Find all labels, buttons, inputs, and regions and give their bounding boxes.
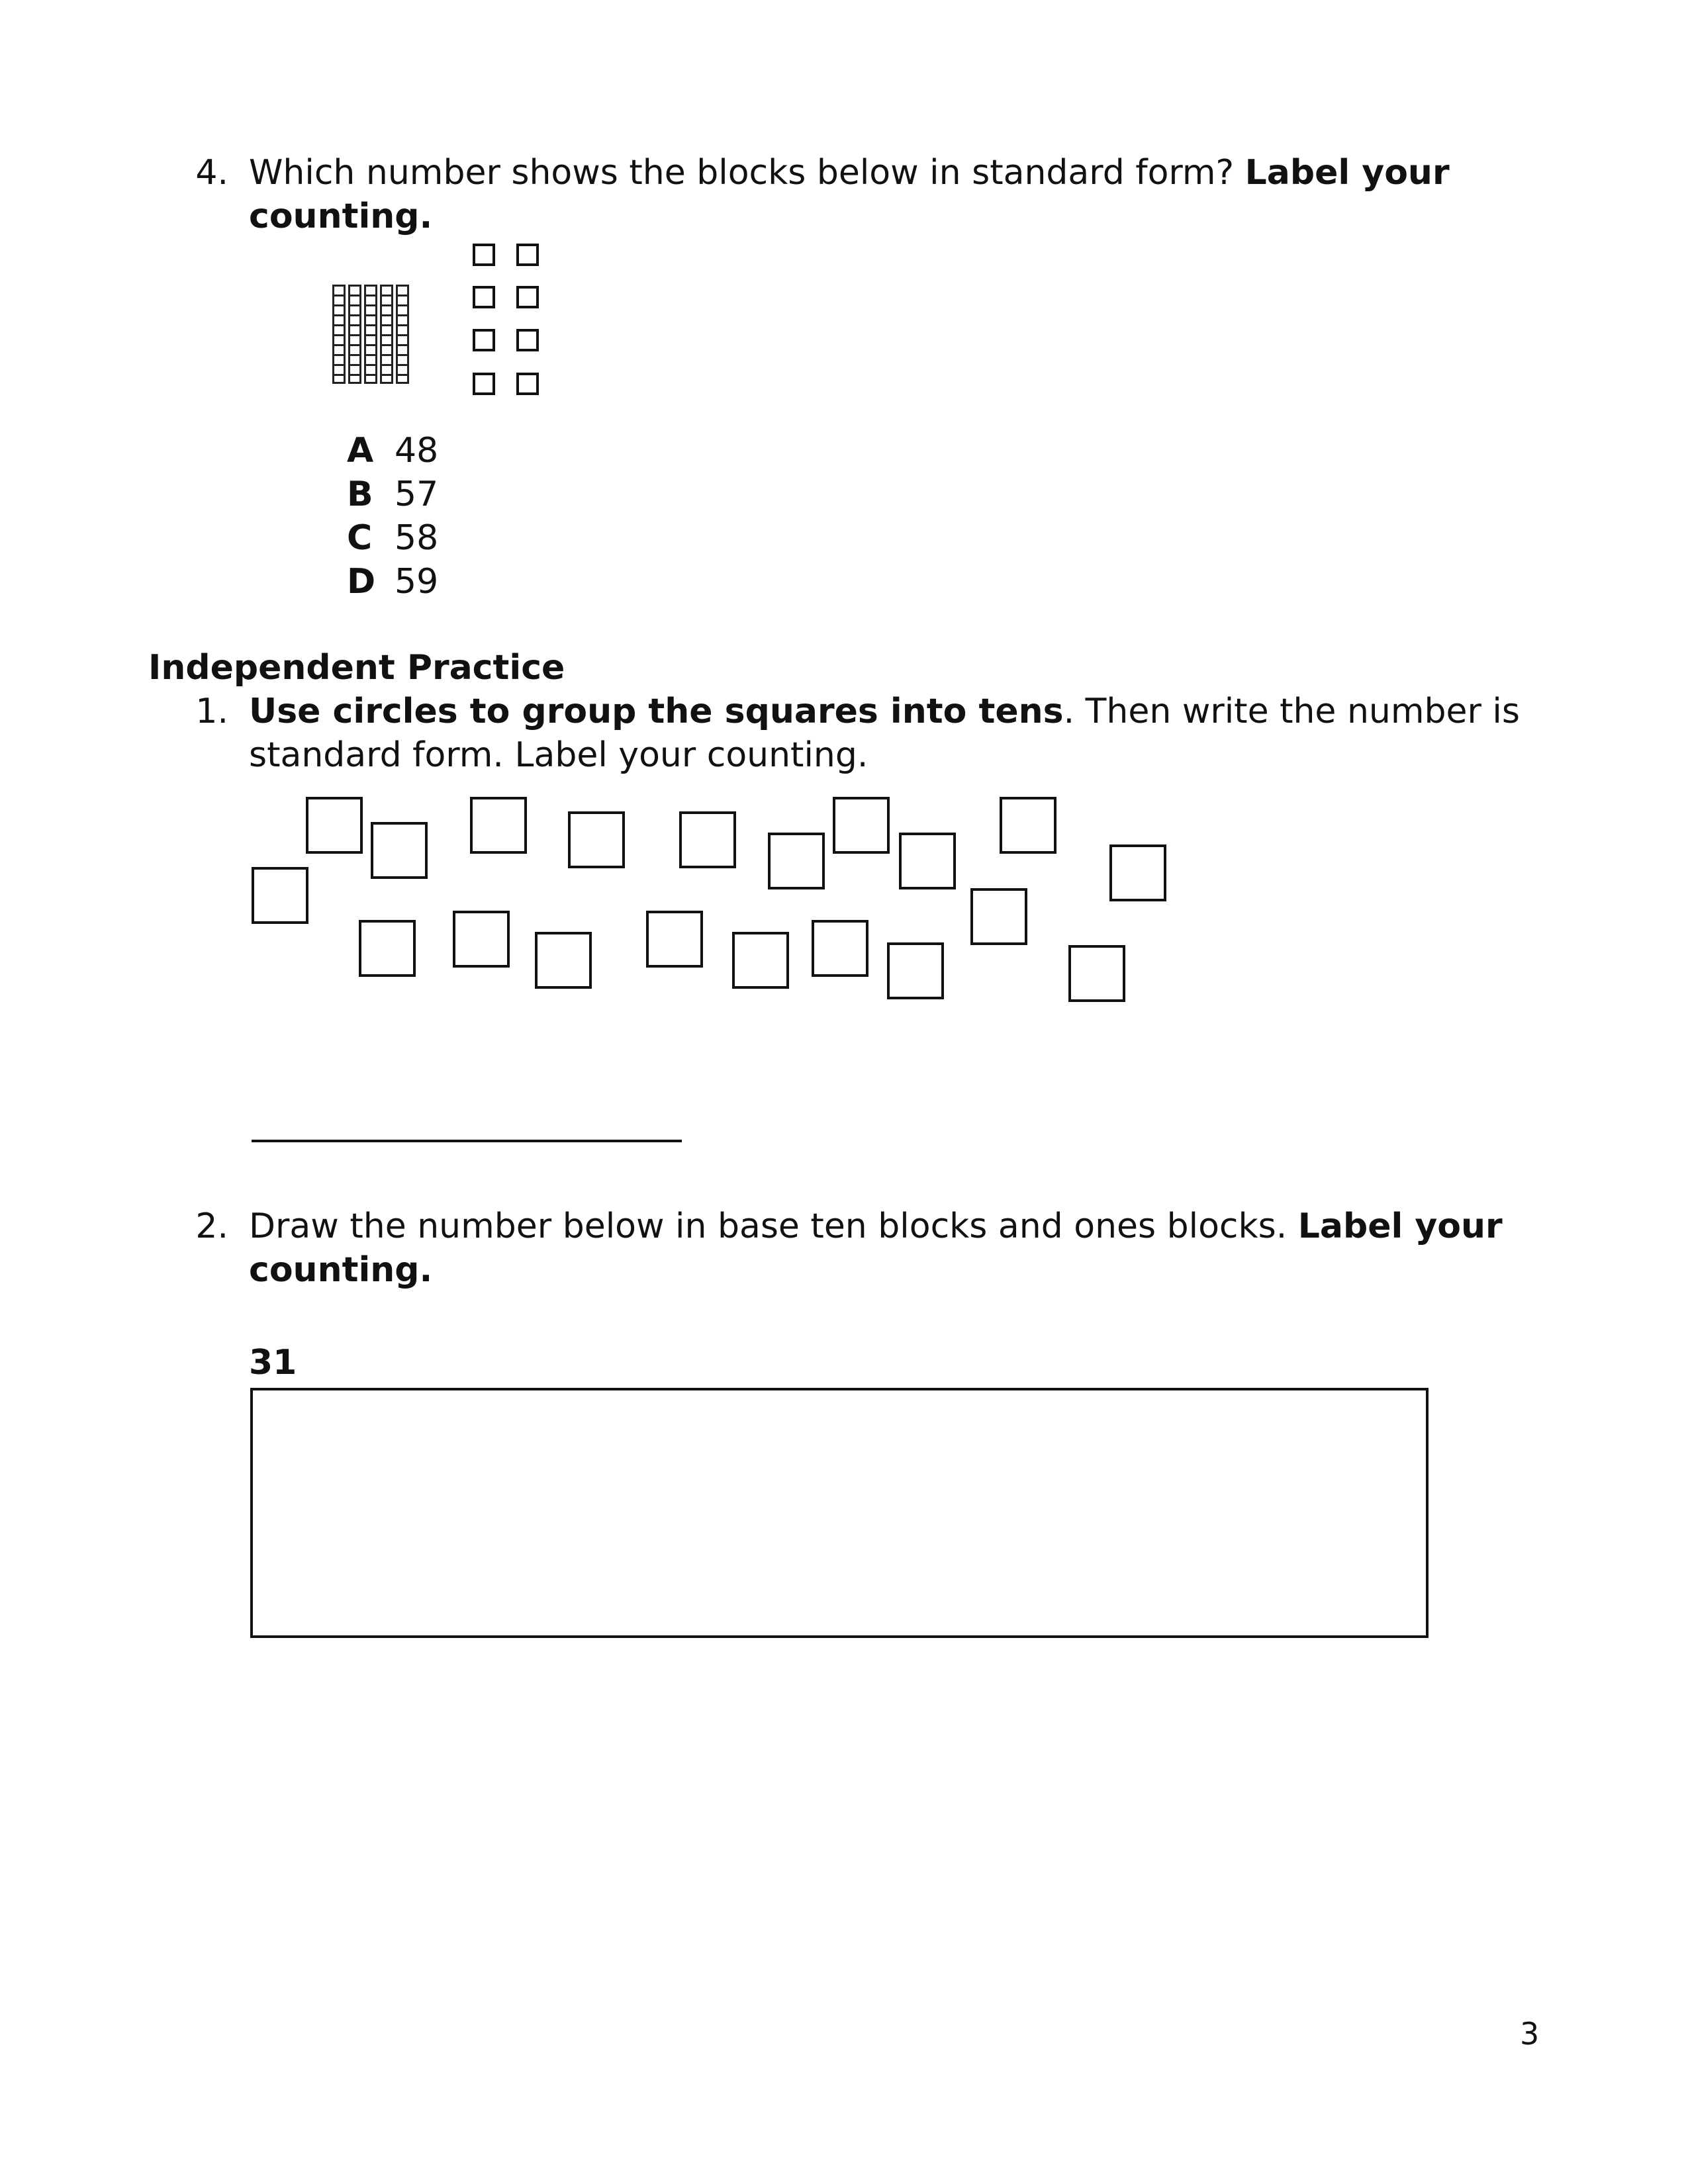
question-2-text [249, 1205, 1503, 1248]
choice-letter: C [347, 518, 373, 558]
choice-letter: D [347, 562, 376, 602]
choice-letter: A [347, 431, 374, 471]
choice-value: 57 [395, 475, 439, 514]
square [679, 811, 736, 868]
choice-a[interactable] [347, 429, 438, 473]
square [453, 911, 510, 968]
square [768, 833, 825, 889]
question-2-prompt: Draw the number below in base ten blocks and ones blocks. [249, 1206, 1298, 1246]
one-block [516, 373, 539, 395]
answer-line[interactable] [252, 1140, 682, 1142]
square [812, 920, 868, 977]
square [535, 932, 592, 989]
one-block [473, 244, 495, 266]
square [732, 932, 789, 989]
choice-c[interactable] [347, 516, 438, 560]
square [887, 942, 944, 999]
square [306, 797, 363, 854]
question-4-number: 4. [195, 153, 228, 193]
question-2-target-number [249, 1341, 297, 1385]
square [568, 811, 625, 868]
ten-rod [396, 285, 409, 384]
square [470, 797, 527, 854]
one-block [516, 244, 539, 266]
question-4-text [249, 151, 1450, 195]
square [252, 867, 308, 924]
one-block [516, 286, 539, 308]
square [833, 797, 890, 854]
choice-value: 59 [395, 562, 439, 602]
choice-letter: B [347, 475, 373, 514]
question-4-prompt: Which number shows the blocks below in standard form? [249, 153, 1245, 193]
question-4-text-line2 [249, 195, 432, 238]
one-block [473, 329, 495, 351]
drawing-box[interactable] [250, 1388, 1429, 1638]
square [1000, 797, 1056, 854]
target-number-value: 31 [249, 1343, 297, 1383]
one-block [473, 373, 495, 395]
section-heading-text: Independent Practice [148, 648, 565, 688]
ten-rod [364, 285, 377, 384]
question-2-bold-instruction-cont: counting. [249, 1250, 433, 1290]
square [899, 833, 956, 889]
choice-value: 58 [395, 518, 439, 558]
square [1109, 844, 1166, 901]
question-2-number: 2. [195, 1206, 228, 1246]
square [646, 911, 703, 968]
ten-rod [332, 285, 346, 384]
square [970, 888, 1027, 945]
page-number: 3 [1520, 2016, 1540, 2052]
question-1-prompt: . Then write the number is [1063, 692, 1520, 731]
square [1068, 945, 1125, 1002]
choice-d[interactable] [347, 560, 438, 604]
ten-rod [348, 285, 361, 384]
one-block [516, 329, 539, 351]
question-2-bold-instruction: Label your [1297, 1206, 1503, 1246]
question-4-bold-instruction-cont: counting. [249, 197, 433, 236]
question-2-text-line2 [249, 1248, 432, 1292]
section-heading [148, 646, 565, 690]
choice-b[interactable] [347, 473, 438, 516]
square [371, 822, 428, 879]
one-block [473, 286, 495, 308]
square [359, 920, 416, 977]
ten-rod [380, 285, 393, 384]
question-1-bold-instruction: Use circles to group the squares into tens [249, 692, 1064, 731]
choice-value: 48 [395, 431, 439, 471]
question-1-text-line2: standard form. Label your counting. [249, 735, 868, 775]
question-1-text [249, 690, 1520, 733]
question-4-bold-instruction: Label your [1244, 153, 1450, 193]
question-1-number: 1. [195, 692, 228, 731]
